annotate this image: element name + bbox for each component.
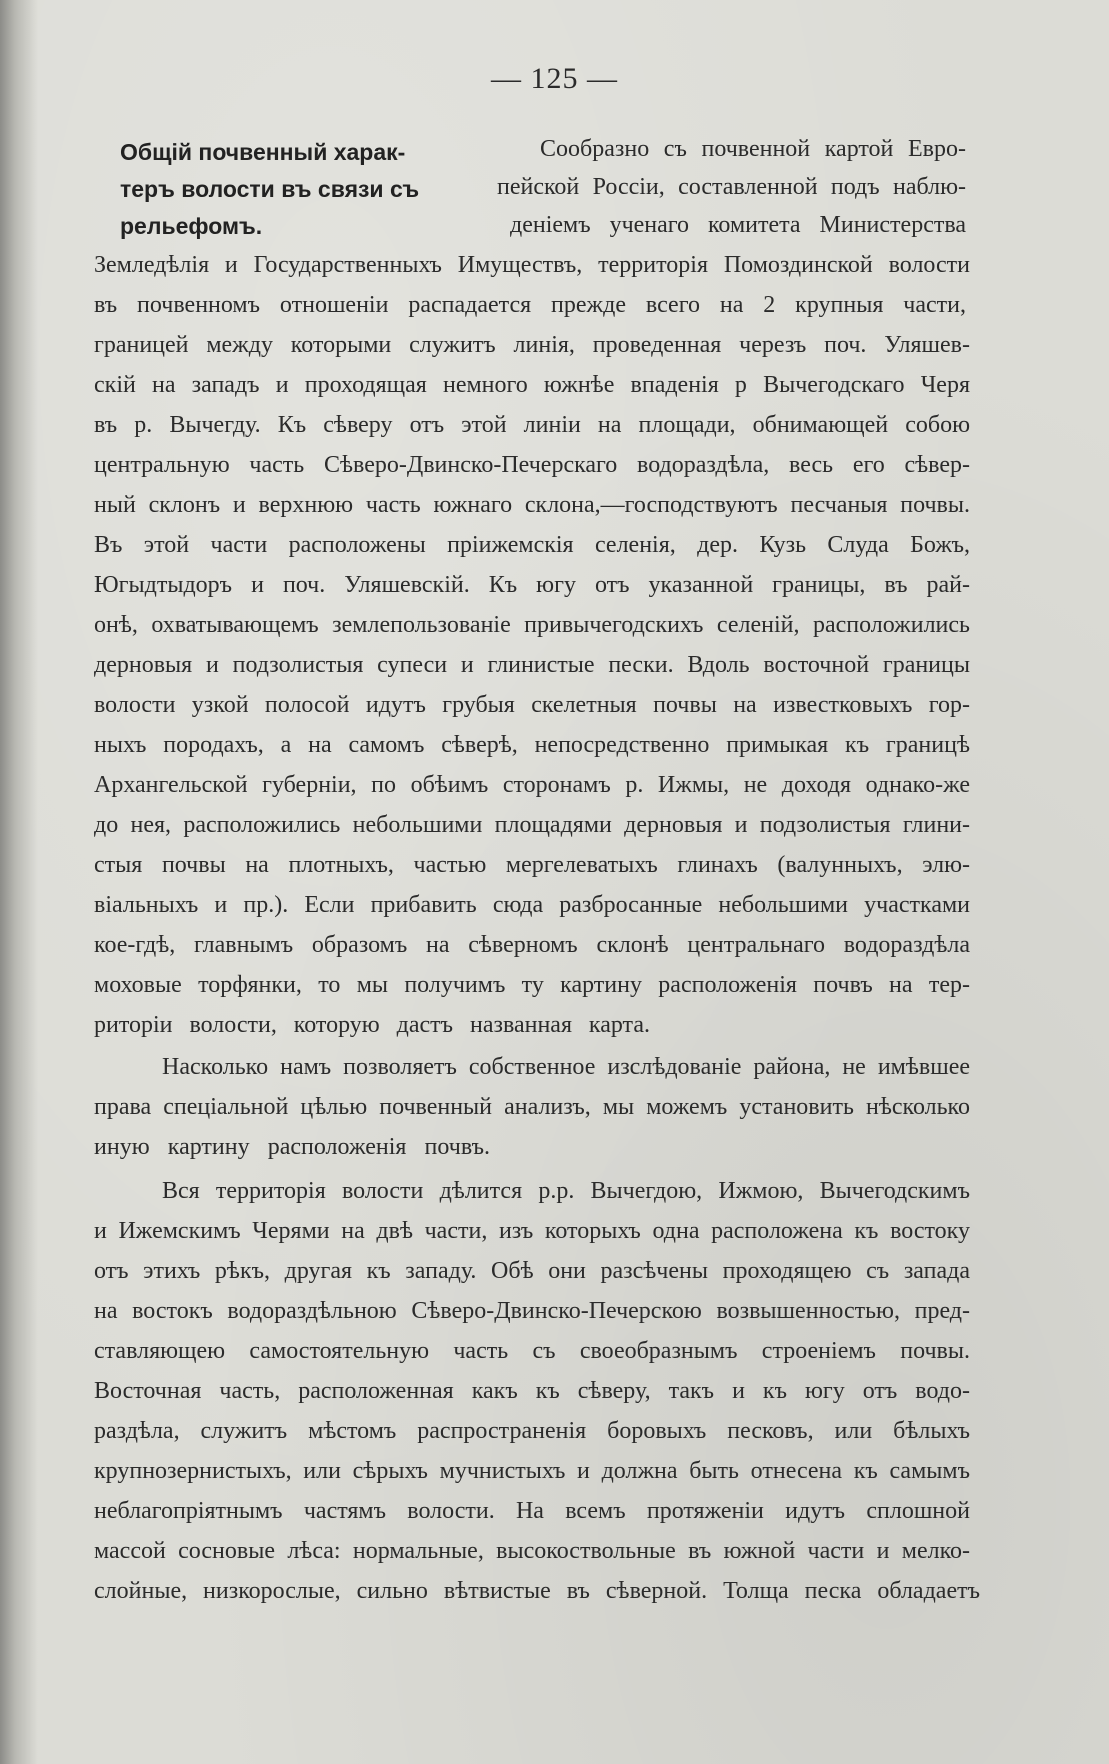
text-line: Земледѣлія и Государственныхъ Имуществъ, территорія Помоздинской волости bbox=[94, 252, 970, 278]
text-line: Югыдтыдоръ и поч. Уляшевскій. Къ югу отъ указанной границы, въ рай- bbox=[94, 572, 970, 598]
text-line: до нея, расположились небольшими площадями дерновыя и подзолистыя глини- bbox=[94, 812, 970, 838]
text-line: въ р. Вычегду. Къ сѣверу отъ этой линіи на площади, обнимающей собою bbox=[94, 412, 970, 438]
text-line: и Ижемскимъ Черями на двѣ части, изъ которыхъ одна расположена къ востоку bbox=[94, 1218, 970, 1244]
text-line: массой сосновые лѣса: нормальные, высокоствольные въ южной части и мелко- bbox=[94, 1538, 970, 1564]
text-line: на востокъ водораздѣльною Сѣверо-Двинско-Печерскою возвышенностью, пред- bbox=[94, 1298, 970, 1324]
section-heading-line: Общій почвенный харак- bbox=[120, 139, 406, 165]
text-line: слойные, низкорослые, сильно вѣтвистые въ сѣверной. Толща песка обладаетъ bbox=[94, 1578, 980, 1604]
text-line: деніемъ ученаго комитета Министерства bbox=[510, 212, 966, 238]
page-number: — 125 — bbox=[491, 62, 618, 95]
section-heading-line: рельефомъ. bbox=[120, 213, 263, 239]
text-line: віальныхъ и пр.). Если прибавить сюда разбросанные небольшими участками bbox=[94, 892, 970, 918]
text-line: Восточная часть, расположенная какъ къ сѣверу, такъ и къ югу отъ водо- bbox=[94, 1378, 970, 1404]
text-line: Въ этой части расположены прiижемскія селенія, дер. Кузь Слуда Божъ, bbox=[94, 532, 970, 558]
text-line: стыя почвы на плотныхъ, частью мергелеватыхъ глинахъ (валунныхъ, элю- bbox=[94, 852, 970, 878]
text-line: Насколько намъ позволяетъ собственное изслѣдованіе района, не имѣвшее bbox=[162, 1054, 970, 1080]
text-line: Архангельской губерніи, по обѣимъ сторонамъ р. Ижмы, не доходя однако-же bbox=[94, 772, 970, 798]
text-line: раздѣла, служитъ мѣстомъ распространенія боровыхъ песковъ, или бѣлыхъ bbox=[94, 1418, 970, 1444]
section-heading-line: теръ волости въ связи съ bbox=[120, 176, 420, 202]
section-heading bbox=[120, 134, 500, 245]
text-line: отъ этихъ рѣкъ, другая къ западу. Обѣ они разсѣчены проходящею съ запада bbox=[94, 1258, 970, 1284]
text-line: неблагопріятнымъ частямъ волости. На всемъ протяженіи идутъ сплошной bbox=[94, 1498, 970, 1524]
text-line: онѣ, охватывающемъ землепользованіе привычегодскихъ селеній, расположились bbox=[94, 612, 970, 638]
text-line: пейской Россіи, составленной подъ наблю- bbox=[497, 174, 966, 200]
text-line: въ почвенномъ отношеніи распадается прежде всего на 2 крупныя части, bbox=[94, 292, 966, 318]
text-line: крупнозернистыхъ, или сѣрыхъ мучнистыхъ и должна быть отнесена къ самымъ bbox=[94, 1458, 970, 1484]
text-line: ный склонъ и верхнюю часть южнаго склона,—господствуютъ песчаныя почвы. bbox=[94, 492, 970, 518]
text-line: ныхъ породахъ, а на самомъ сѣверѣ, непосредственно примыкая къ границѣ bbox=[94, 732, 970, 758]
text-line: границей между которыми служитъ линія, проведенная черезъ поч. Уляшев- bbox=[94, 332, 970, 358]
text-line: Сообразно съ почвенной картой Евро- bbox=[540, 136, 966, 162]
text-line: Вся территорія волости дѣлится р.р. Вычегдою, Ижмою, Вычегодскимъ bbox=[162, 1178, 970, 1204]
text-line: волости узкой полосой идутъ грубыя скелетныя почвы на известковыхъ гор- bbox=[94, 692, 970, 718]
text-line: моховые торфянки, то мы получимъ ту картину расположенія почвъ на тер- bbox=[94, 972, 970, 998]
text-line: ставляющею самостоятельную часть съ своеобразнымъ строеніемъ почвы. bbox=[94, 1338, 970, 1364]
text-line: дерновыя и подзолистыя супеси и глинистые пески. Вдоль восточной границы bbox=[94, 652, 970, 678]
text-line: права спеціальной цѣлью почвенный анализъ, мы можемъ установить нѣсколько bbox=[94, 1094, 970, 1120]
text-line: кое-гдѣ, главнымъ образомъ на сѣверномъ склонѣ центральнаго водораздѣла bbox=[94, 932, 970, 958]
text-line: скій на западъ и проходящая немного южнѣе впаденія р Вычегодскаго Черя bbox=[94, 372, 970, 398]
page-gutter-shadow bbox=[0, 0, 38, 1764]
text-line: иную картину расположенія почвъ. bbox=[94, 1134, 490, 1160]
text-line: центральную часть Сѣверо-Двинско-Печерскаго водораздѣла, весь его сѣвер- bbox=[94, 452, 970, 478]
text-line: риторіи волости, которую дастъ названная карта. bbox=[94, 1012, 650, 1038]
